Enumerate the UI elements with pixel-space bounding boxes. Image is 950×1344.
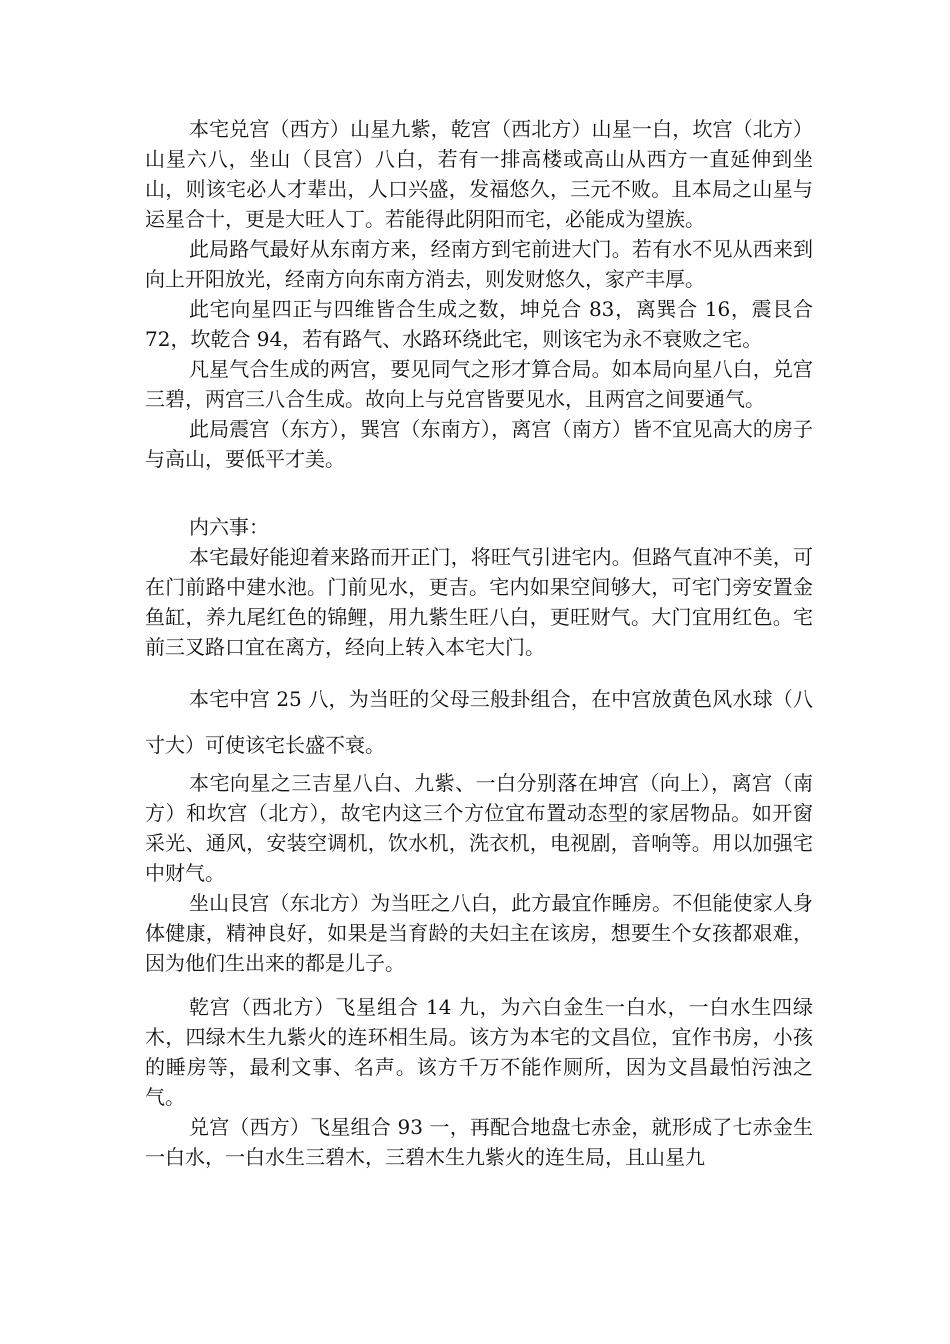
- section-heading-inner-six: 内六事：: [189, 515, 269, 539]
- document-page: [145, 114, 813, 1172]
- paragraph-8: 本宅中宫 25 八，为当旺的父母三般卦组合，在中宫放黄色风水球（八寸大）可使该宅长盛不衰。: [145, 687, 813, 757]
- paragraph-2: 此局路气最好从东南方来，经南方到宅前进大门。若有水不见从西来到向上开阳放光，经南方向东南方消去，则发财悠久，家产丰厚。: [145, 237, 813, 291]
- paragraph-10: 坐山艮宫（东北方）为当旺之八白，此方最宜作睡房。不但能使家人身体健康，精神良好，如果是当育龄的夫妇主在该房，想要生个女孩都艰难，因为他们生出来的都是儿子。: [145, 891, 813, 975]
- paragraph-4: 凡星气合生成的两宫，要见同气之形才算合局。如本局向星八白，兑宫三碧，两宫三八合生成。故向上与兑宫皆要见水，且两宫之间要通气。: [145, 357, 813, 411]
- paragraph-11: 乾宫（西北方）飞星组合 14 九，为六白金生一白水，一白水生四绿木，四绿木生九紫火的连环相生局。该方为本宅的文昌位，宜作书房，小孩的睡房等，最利文事、名声。该方千万不能作厕所，因为文昌最怕污浊之气。: [145, 995, 813, 1109]
- paragraph-12: 兑宫（西方）飞星组合 93 一，再配合地盘七赤金，就形成了七赤金生一白水，一白水生三碧木，三碧木生九紫火的连生局，且山星九: [145, 1115, 813, 1169]
- paragraph-9: 本宅向星之三吉星八白、九紫、一白分别落在坤宫（向上），离宫（南方）和坎宫（北方），故宅内这三个方位宜布置动态型的家居物品。如开窗采光、通风，安装空调机，饮水机，洗衣机，电视剧，音响等。用以加强宅中财气。: [145, 771, 813, 885]
- paragraph-1: 本宅兑宫（西方）山星九紫，乾宫（西北方）山星一白，坎宫（北方）山星六八，坐山（艮宫）八白，若有一排高楼或高山从西方一直延伸到坐山，则该宅必人才辈出，人口兴盛，发福悠久，三元不败。且本局之山星与运星合十，更是大旺人丁。若能得此阴阳而宅，必能成为望族。: [145, 117, 813, 231]
- paragraph-3: 此宅向星四正与四维皆合生成之数，坤兑合 83，离巽合 16，震艮合 72，坎乾合 94，若有路气、水路环绕此宅，则该宅为永不衰败之宅。: [145, 297, 813, 351]
- paragraph-5: 此局震宫（东方），巽宫（东南方），离宫（南方）皆不宜见高大的房子与高山，要低平才美。: [145, 417, 813, 471]
- paragraph-7: 本宅最好能迎着来路而开正门，将旺气引进宅内。但路气直冲不美，可在门前路中建水池。门前见水，更吉。宅内如果空间够大，可宅门旁安置金鱼缸，养九尾红色的锦鲤，用九紫生旺八白，更旺财气。大门宜用红色。宅前三叉路口宜在离方，经向上转入本宅大门。: [145, 545, 813, 659]
